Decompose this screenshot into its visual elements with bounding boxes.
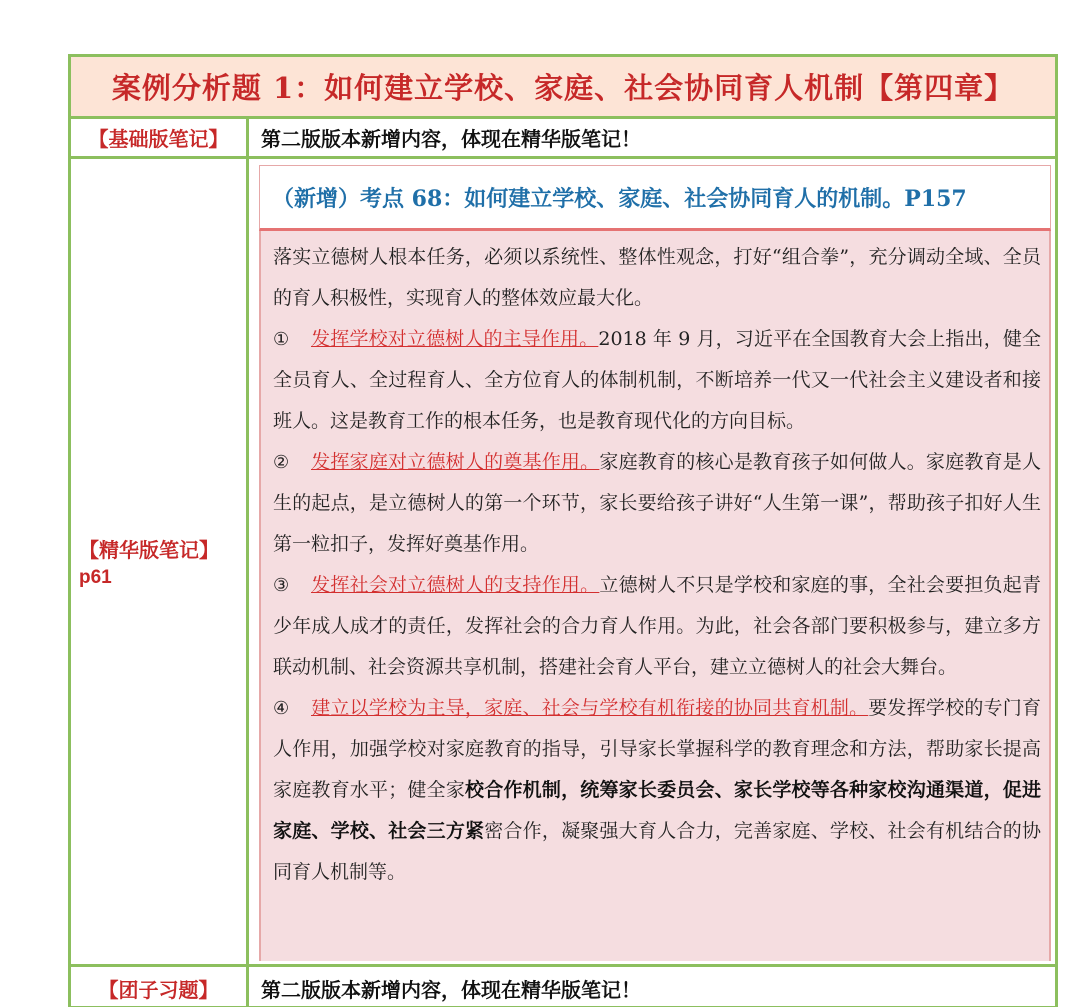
- point-number: ④: [273, 698, 290, 719]
- point-highlight: 发挥社会对立德树人的支持作用。: [311, 574, 600, 596]
- point-highlight: 发挥家庭对立德树人的奠基作用。: [311, 451, 600, 473]
- notes-table: [68, 54, 1058, 1007]
- basic-notes-row: [71, 119, 1055, 159]
- exercise-content: 第二版版本新增内容，体现在精华版笔记！: [261, 977, 641, 1002]
- point-highlight: 建立以学校为主导，家庭、社会与学校有机衔接的协同共育机制。: [311, 697, 869, 719]
- essence-notes-row: [71, 159, 1055, 967]
- essence-notes-label: 【精华版笔记】: [79, 538, 219, 562]
- point-text-bold: 校合作机制，统筹家长委员会、家长学校等各种家校沟通渠道，促进家庭、学校、社会三方紧: [273, 779, 1041, 842]
- essence-notes-content: [249, 159, 1055, 964]
- point-1: [273, 319, 1041, 442]
- basic-notes-label: 【基础版笔记】: [71, 119, 249, 156]
- point-text: 2018 年 9 月，习近平在全国教育大会上指出，健全全员育人、全过程育人、全方位育人的体制机制，不断培养一代又一代社会主义建设者和接班人。这是教育工作的根本任务，也是教育现代化的方向目标。: [273, 328, 1041, 432]
- page-reference: p61: [79, 567, 112, 588]
- point-number: ②: [273, 452, 290, 473]
- point-highlight: 发挥学校对立德树人的主导作用。: [311, 328, 599, 350]
- exercise-label: 【团子习题】: [71, 967, 249, 1007]
- point-text: 要发挥学校的专门育人作用，加强学校对家庭教育的指导，引导家长掌握科学的教育理念和方法，帮助家长提高家庭教育水平；健全家: [273, 697, 1041, 801]
- point-number: ①: [273, 329, 290, 350]
- essence-notes-label-cell: [71, 159, 249, 964]
- intro-paragraph: 落实立德树人根本任务，必须以系统性、整体性观念，打好“组合拳”，充分调动全域、全员的育人积极性，实现育人的整体效应最大化。: [273, 246, 1041, 309]
- point-text: 密合作，凝聚强大育人合力，完善家庭、学校、社会有机结合的协同育人机制等。: [273, 820, 1041, 883]
- point-2: [273, 442, 1041, 565]
- basic-notes-content: 第二版版本新增内容，体现在精华版笔记！: [261, 127, 641, 151]
- point-text: 家庭教育的核心是教育孩子如何做人。家庭教育是人生的起点，是立德树人的第一个环节，家长要给孩子讲好“人生第一课”，帮助孩子扣好人生第一粒扣子，发挥好奠基作用。: [273, 451, 1041, 555]
- page-title: 案例分析题 1：如何建立学校、家庭、社会协同育人机制【第四章】: [71, 57, 1055, 119]
- exam-point-body: [259, 231, 1051, 961]
- exercise-row: [71, 967, 1055, 1007]
- exam-point-header: （新增）考点 68：如何建立学校、家庭、社会协同育人的机制。P157: [259, 165, 1051, 231]
- point-text: 立德树人不只是学校和家庭的事，全社会要担负起青少年成人成才的责任，发挥社会的合力育人作用。为此，社会各部门要积极参与，建立多方联动机制、社会资源共享机制，搭建社会育人平台，建立立德树人的社会大舞台。: [273, 574, 1041, 678]
- point-number: ③: [273, 575, 290, 596]
- point-4: [273, 688, 1041, 893]
- point-3: [273, 565, 1041, 688]
